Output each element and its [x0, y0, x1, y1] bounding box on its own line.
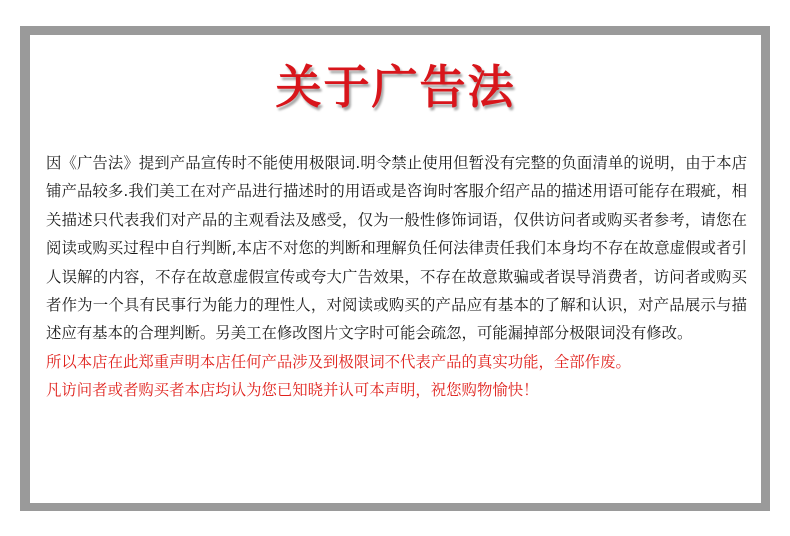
acknowledgement-statement: 凡访问者或者购买者本店均认为您已知晓并认可本声明，祝您购物愉快！ [46, 381, 539, 400]
shop-watermark: shop2657k858p192.1688.com [390, 473, 739, 497]
notice-panel [30, 35, 761, 503]
notice-title: 关于广告法 [275, 60, 516, 114]
notice-frame [20, 26, 770, 511]
notice-body [46, 149, 747, 405]
disclaimer-paragraph: 因《广告法》提到产品宣传时不能使用极限词.明令禁止使用但暂没有完整的负面清单的说明，由于本店铺产品较多.我们美工在对产品进行描述时的用语或是咨询时客服介绍产品的描述用语可能存在瑕疵，相关描述只代表我们对产品的主观看法及感受，仅为一般性修饰词语，仅供访问者或购买者参考，请您在阅读或购买过程中自行判断,本店不对您的判断和理解负任何法律责任我们本身均不存在故意虚假或者引人误解的内容，不存在故意虚假宣传或夸大广告效果，不存在故意欺骗或者误导消费者，访问者或购买者作为一个具有民事行为能力的理性人，对阅读或购买的产品应有基本的了解和认识，对产品展示与描述应有基本的合理判断。另美工在修改图片文字时可能会疏忽，可能漏掉部分极限词没有修改。 [46, 154, 747, 343]
void-statement: 所以本店在此郑重声明本店任何产品涉及到极限词不代表产品的真实功能，全部作废。 [46, 352, 631, 371]
